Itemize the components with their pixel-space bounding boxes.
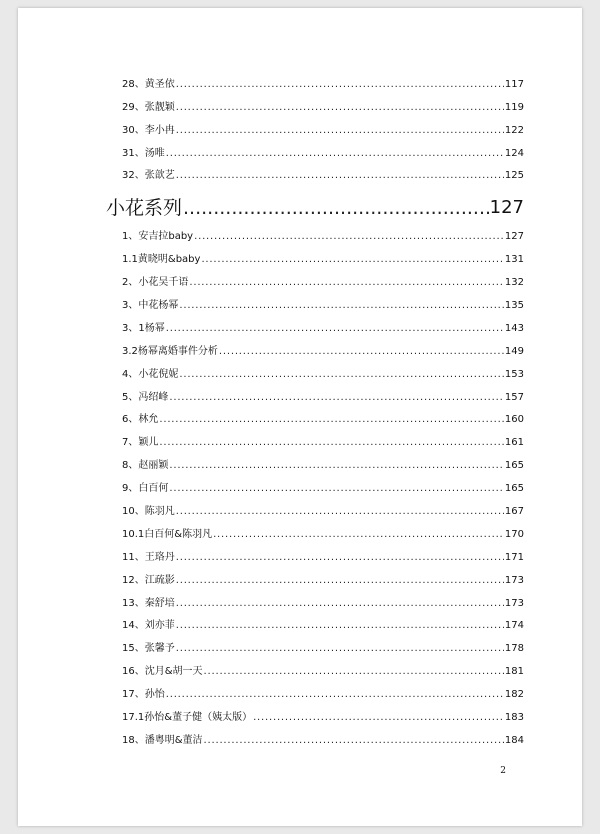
dot-leader bbox=[176, 102, 504, 114]
dot-leader bbox=[166, 689, 504, 701]
toc-entry[interactable] bbox=[122, 220, 524, 243]
dot-leader bbox=[189, 277, 504, 289]
dot-leader bbox=[176, 79, 504, 91]
toc-entry-page: 184 bbox=[504, 734, 524, 746]
toc-entry-page: 125 bbox=[504, 170, 524, 182]
toc-entry[interactable] bbox=[122, 541, 524, 564]
dot-leader bbox=[179, 300, 504, 312]
dot-leader bbox=[176, 643, 504, 655]
toc-entry-page: 161 bbox=[504, 437, 524, 449]
toc-entry-page: 178 bbox=[504, 643, 524, 655]
toc-entry-title: 10、陈羽凡 bbox=[122, 506, 175, 518]
toc-entry-page: 157 bbox=[504, 391, 524, 403]
toc-entry[interactable] bbox=[122, 610, 524, 633]
toc-entry-title: 1、安吉拉baby bbox=[122, 231, 194, 243]
toc-entry-page: 124 bbox=[504, 147, 524, 159]
toc-entry-page: 173 bbox=[504, 597, 524, 609]
toc-entry-page: 153 bbox=[504, 368, 524, 380]
toc-entry[interactable] bbox=[122, 449, 524, 472]
dot-leader bbox=[176, 598, 504, 610]
document-page bbox=[18, 8, 582, 826]
toc-entry-page: 127 bbox=[489, 197, 524, 219]
dot-leader bbox=[176, 620, 504, 632]
dot-leader bbox=[169, 460, 504, 472]
toc-entry-page: 170 bbox=[504, 528, 524, 540]
toc-entry-page: 127 bbox=[504, 231, 524, 243]
toc-entry[interactable] bbox=[122, 68, 524, 91]
toc-entry-page: 183 bbox=[504, 712, 524, 724]
toc-entry-page: 165 bbox=[504, 483, 524, 495]
toc-entry[interactable] bbox=[122, 587, 524, 610]
dot-leader bbox=[179, 369, 504, 381]
toc-entry-page: 173 bbox=[504, 574, 524, 586]
toc-entry-title: 15、张馨予 bbox=[122, 643, 175, 655]
dot-leader bbox=[166, 148, 504, 160]
toc-entry[interactable] bbox=[122, 632, 524, 655]
toc-entry-title: 3、1杨幂 bbox=[122, 322, 165, 334]
dot-leader bbox=[183, 196, 489, 220]
toc-entry[interactable] bbox=[122, 518, 524, 541]
dot-leader bbox=[213, 529, 504, 541]
toc-section-heading[interactable] bbox=[106, 182, 524, 220]
toc-entry-title: 18、潘粤明&董洁 bbox=[122, 734, 203, 746]
dot-leader bbox=[204, 666, 504, 678]
toc-entry[interactable] bbox=[122, 655, 524, 678]
dot-leader bbox=[176, 506, 504, 518]
dot-leader bbox=[176, 170, 504, 182]
toc-entry-title: 16、沈月&胡一天 bbox=[122, 666, 203, 678]
toc-entry-page: 131 bbox=[504, 254, 524, 266]
toc-entry-title: 17、孙怡 bbox=[122, 689, 165, 701]
toc-entry-page: 165 bbox=[504, 460, 524, 472]
toc-entry-title: 5、冯绍峰 bbox=[122, 391, 169, 403]
toc-entry[interactable] bbox=[122, 137, 524, 160]
toc-entry[interactable] bbox=[122, 160, 524, 183]
toc-entry-page: 149 bbox=[504, 345, 524, 357]
toc-entry[interactable] bbox=[122, 381, 524, 404]
toc-entry-title: 13、秦舒培 bbox=[122, 597, 175, 609]
dot-leader bbox=[219, 346, 504, 358]
dot-leader bbox=[176, 125, 504, 137]
toc-entry-page: 160 bbox=[504, 414, 524, 426]
toc-entry[interactable] bbox=[122, 472, 524, 495]
dot-leader bbox=[159, 437, 504, 449]
toc-entry-title: 31、汤唯 bbox=[122, 147, 165, 159]
toc-entry[interactable] bbox=[122, 701, 524, 724]
toc-entry-page: 119 bbox=[504, 101, 524, 113]
dot-leader bbox=[166, 323, 504, 335]
toc-entry-title: 14、刘亦菲 bbox=[122, 620, 175, 632]
toc-entry-title: 8、赵丽颖 bbox=[122, 460, 169, 472]
toc-entry[interactable] bbox=[122, 91, 524, 114]
toc-entry[interactable] bbox=[122, 289, 524, 312]
toc-entry-page: 181 bbox=[504, 666, 524, 678]
toc-entry-page: 117 bbox=[504, 78, 524, 90]
toc-entry[interactable] bbox=[122, 312, 524, 335]
toc-entry-page: 182 bbox=[504, 689, 524, 701]
toc-entry-title: 30、李小冉 bbox=[122, 124, 175, 136]
toc-entry[interactable] bbox=[122, 404, 524, 427]
toc-entry-title: 7、颖儿 bbox=[122, 437, 159, 449]
dot-leader bbox=[204, 735, 504, 747]
toc-entry-title: 1.1黄晓明&baby bbox=[122, 254, 201, 266]
toc-entry-page: 167 bbox=[504, 506, 524, 518]
toc-entry-title: 29、张靓颖 bbox=[122, 101, 175, 113]
dot-leader bbox=[169, 483, 504, 495]
toc-entry-title: 2、小花吴千语 bbox=[122, 277, 189, 289]
dot-leader bbox=[201, 254, 503, 266]
toc-entry-title: 小花系列 bbox=[106, 197, 183, 220]
toc-entry-title: 32、张歆艺 bbox=[122, 170, 175, 182]
toc-entry[interactable] bbox=[122, 243, 524, 266]
toc-entry[interactable] bbox=[122, 335, 524, 358]
toc-entry-title: 3.2杨幂离婚事件分析 bbox=[122, 345, 218, 357]
toc-entry-page: 135 bbox=[504, 300, 524, 312]
toc-entry-title: 9、白百何 bbox=[122, 483, 169, 495]
toc-entry-title: 4、小花倪妮 bbox=[122, 368, 179, 380]
toc-entry-title: 3、中花杨幂 bbox=[122, 300, 179, 312]
page-number: 2 bbox=[500, 766, 506, 776]
toc-entry-page: 122 bbox=[504, 124, 524, 136]
table-of-contents bbox=[106, 68, 524, 747]
toc-entry[interactable] bbox=[122, 678, 524, 701]
toc-entry[interactable] bbox=[122, 724, 524, 747]
dot-leader bbox=[176, 575, 504, 587]
toc-entry-title: 17.1孙怡&董子健（姨太版） bbox=[122, 712, 253, 724]
toc-entry-page: 171 bbox=[504, 551, 524, 563]
toc-entry-title: 28、黄圣依 bbox=[122, 78, 175, 90]
toc-entry-page: 143 bbox=[504, 322, 524, 334]
toc-entry-title: 11、王珞丹 bbox=[122, 551, 175, 563]
dot-leader bbox=[176, 552, 504, 564]
dot-leader bbox=[194, 231, 504, 243]
dot-leader bbox=[169, 392, 504, 404]
toc-entry[interactable] bbox=[122, 358, 524, 381]
toc-entry[interactable] bbox=[122, 266, 524, 289]
toc-entry[interactable] bbox=[122, 114, 524, 137]
toc-entry[interactable] bbox=[122, 426, 524, 449]
toc-entry[interactable] bbox=[122, 564, 524, 587]
dot-leader bbox=[159, 414, 504, 426]
dot-leader bbox=[253, 712, 504, 724]
toc-entry-page: 174 bbox=[504, 620, 524, 632]
toc-entry-page: 132 bbox=[504, 277, 524, 289]
toc-entry-title: 6、林允 bbox=[122, 414, 159, 426]
toc-entry-title: 10.1白百何&陈羽凡 bbox=[122, 528, 213, 540]
toc-entry-title: 12、江疏影 bbox=[122, 574, 175, 586]
toc-entry[interactable] bbox=[122, 495, 524, 518]
